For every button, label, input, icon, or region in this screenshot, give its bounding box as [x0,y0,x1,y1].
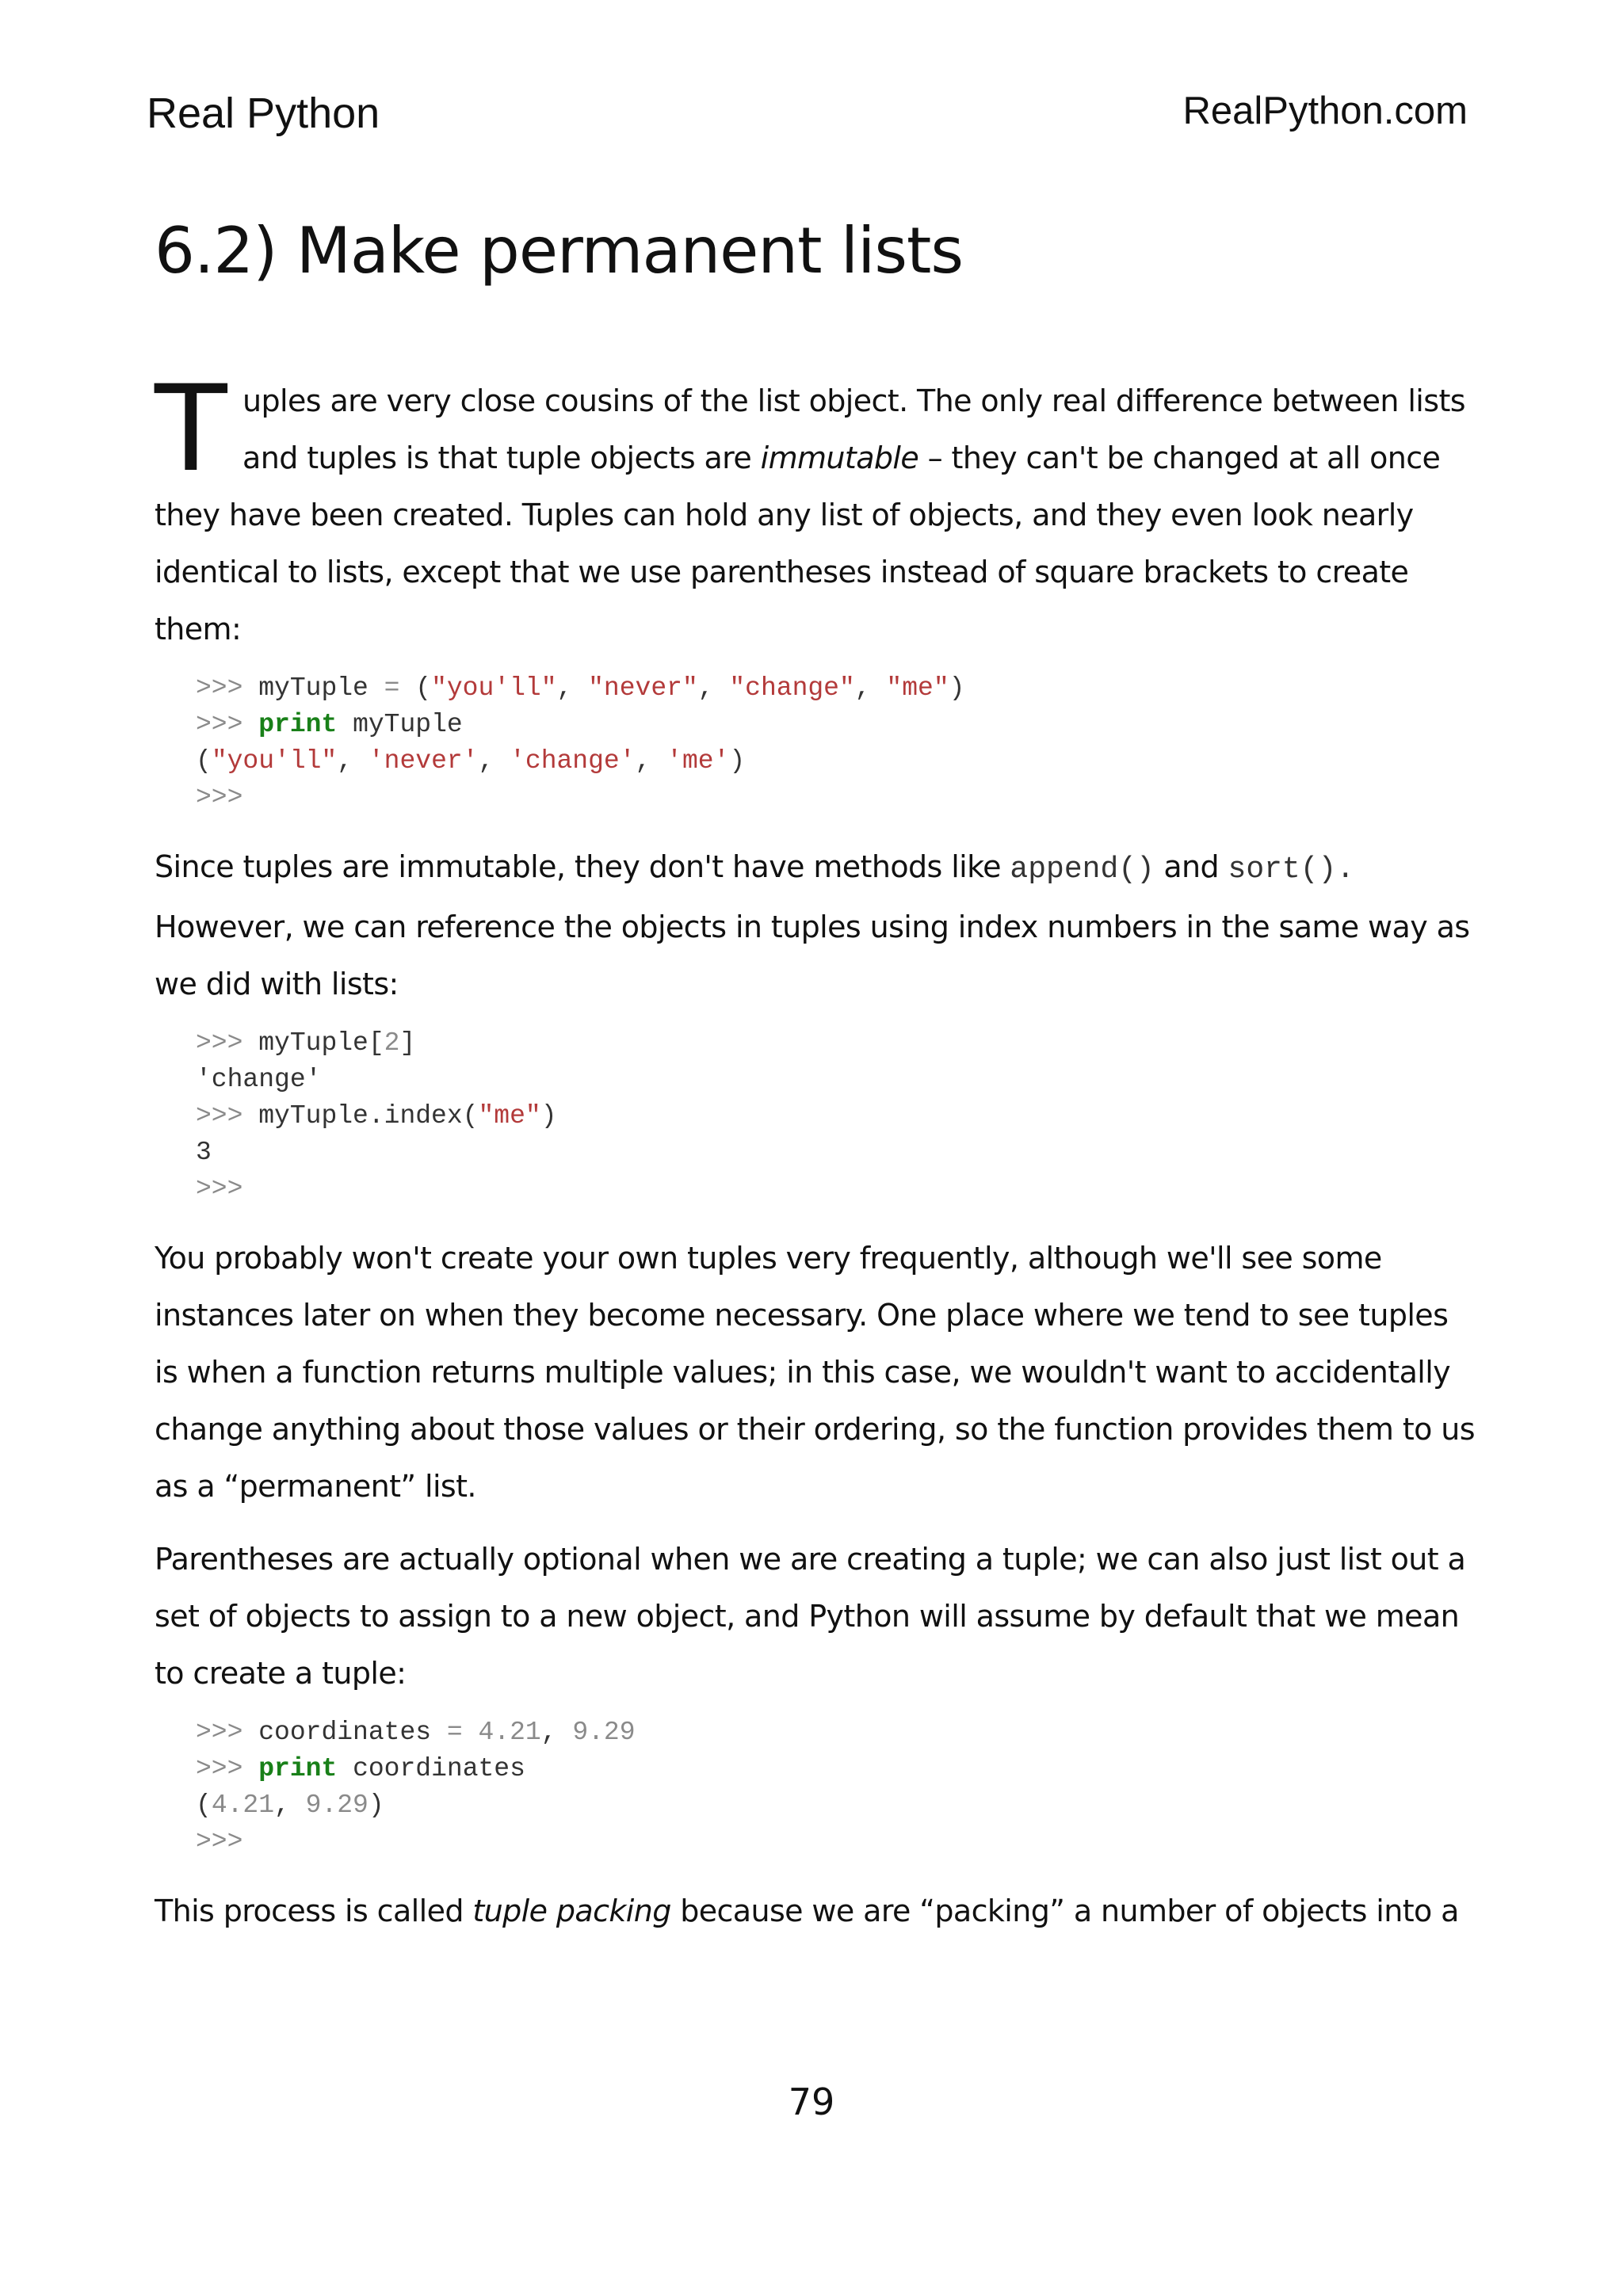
code-token: , [478,746,510,776]
code-string: "me" [478,1101,541,1131]
code-string: "you'll" [431,673,557,703]
paragraph-packing [155,1882,1476,1939]
code-prompt: >>> [196,710,243,739]
code-token: myTuple[ [242,1028,384,1058]
paragraph-intro [155,360,1476,658]
code-prompt: >>> [196,1028,243,1058]
paragraph-text: However, we can reference the objects in tuples using index numbers in the same way as we did with lists: [155,910,1470,1001]
code-prompt: >>> [196,783,243,812]
paragraph-text: because we are “packing” a number of objects into a [670,1894,1459,1928]
code-string: 'never' [368,746,479,776]
code-token: ( [399,673,432,703]
code-token: myTuple [242,673,384,703]
code-token: ( [196,1791,212,1820]
emphasis-text: tuple packing [472,1894,671,1928]
code-string: 'change' [510,746,636,776]
code-token: , [274,1791,306,1820]
code-prompt: >>> [196,1174,243,1203]
code-token: ( [196,746,212,776]
code-number: 2 [384,1028,400,1058]
section-title: 6.2) Make permanent lists [155,214,964,288]
running-header-site: RealPython.com [1182,90,1468,132]
code-output: 3 [196,1138,212,1167]
code-string: "you'll" [211,746,338,776]
code-token: ) [368,1791,384,1820]
code-prompt: >>> [196,1754,243,1783]
emphasis-text: immutable [760,441,919,475]
paragraph-parentheses: Parentheses are actually optional when we are creating a tuple; we can also just list out a set of objects to assign to a new object, and Python will assume by default that we mean to create a tuple: [155,1542,1466,1691]
code-string: "change" [729,673,855,703]
inline-code: sort(). [1228,852,1355,887]
code-token: , [697,673,730,703]
paragraph-text: Since tuples are immutable, they don't have methods like [155,849,1010,884]
code-token: coordinates [337,1754,525,1783]
page-content [155,360,1476,1939]
code-token: , [635,746,667,776]
code-string: "me" [886,673,949,703]
code-number: 4.21 [211,1791,275,1820]
code-block-tuple-packing [155,1714,1476,1860]
page-number: 79 [788,2081,835,2123]
code-output: 'change' [196,1065,322,1094]
code-token: , [556,673,589,703]
running-header-book-title: Real Python [147,90,380,137]
code-token: ) [540,1101,557,1131]
code-prompt: >>> [196,1718,243,1747]
paragraph-text: and [1154,849,1228,884]
code-token: ) [949,673,965,703]
code-token: myTuple.index( [242,1101,479,1131]
code-keyword: print [258,1754,338,1783]
code-block-tuple-create [155,670,1476,816]
code-token: myTuple [337,710,463,739]
code-keyword: print [258,710,338,739]
code-prompt: >>> [196,1827,243,1856]
paragraph-text: This process is called [155,1894,473,1928]
drop-cap: T [155,360,227,498]
code-number: 9.29 [572,1718,636,1747]
paragraph-text: – they can't be changed at all once they have been created. Tuples can hold any list of objects, and they even look nearly identical to lists, except that we use parentheses instead of square brackets to create them: [155,441,1441,646]
code-token: ) [729,746,746,776]
code-string: "never" [588,673,698,703]
code-number: 9.29 [305,1791,369,1820]
code-token: , [540,1718,573,1747]
inline-code: append() [1010,852,1155,887]
paragraph-usage: You probably won't create your own tuples very frequently, although we'll see some instances later on when they become necessary. One place where we tend to see tuples is when a function returns multiple values; in this case, we wouldn't want to accidentally change anything about those values or their ordering, so the function provides them to us as a “permanent” list. [155,1241,1475,1504]
code-string: 'me' [666,746,730,776]
code-operator: = [446,1718,463,1747]
code-token: , [854,673,887,703]
code-prompt: >>> [196,673,243,703]
paragraph-methods [155,838,1476,1013]
paragraph-text: uples are very close cousins of the list object. The only real difference between lists and tuples is that tuple objects are [242,383,1465,475]
code-number: 4.21 [478,1718,541,1747]
code-token: , [337,746,369,776]
code-token: coordinates [242,1718,447,1747]
code-token: ] [399,1028,416,1058]
code-block-tuple-index [155,1025,1476,1207]
code-operator: = [384,673,400,703]
code-prompt: >>> [196,1101,243,1131]
